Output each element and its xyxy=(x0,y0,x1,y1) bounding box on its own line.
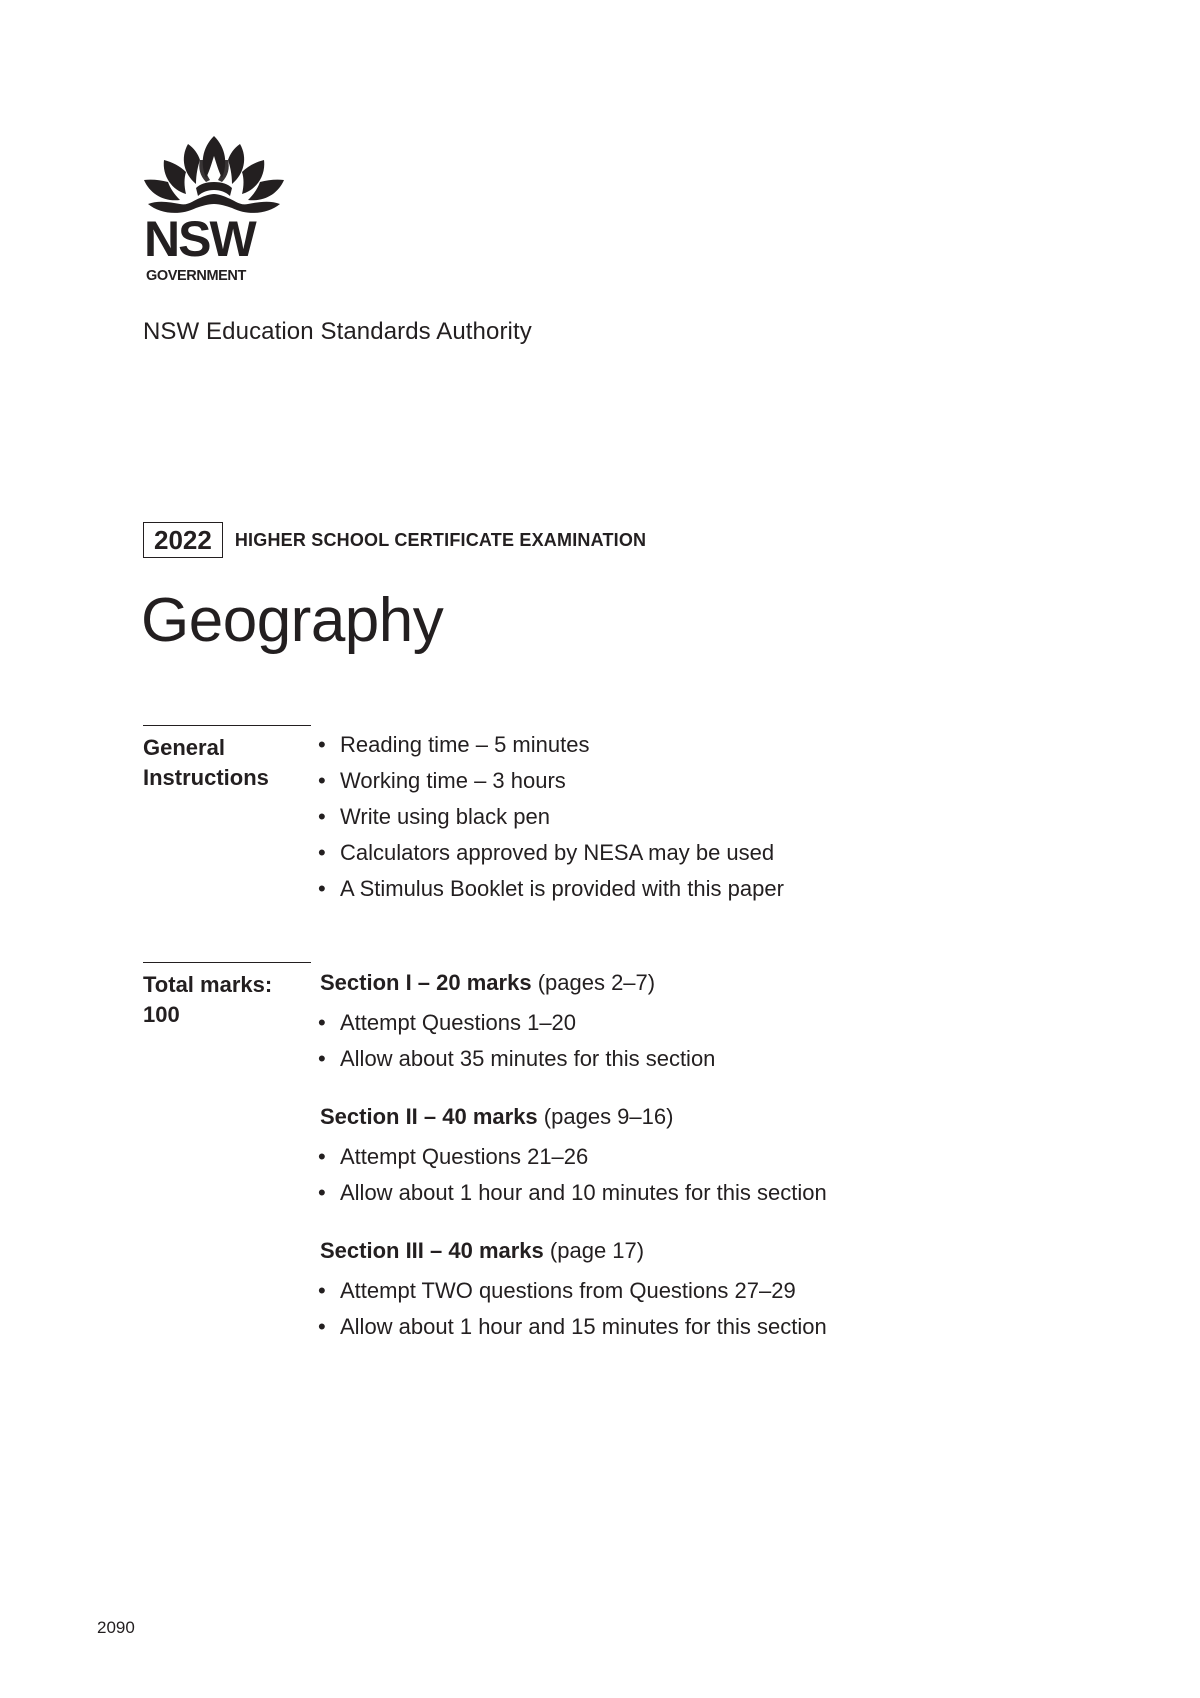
section-pages: (pages 2–7) xyxy=(537,970,656,995)
total-marks-label xyxy=(143,970,272,1030)
section-3-list xyxy=(318,1273,827,1345)
bullet-icon: • xyxy=(318,876,326,901)
section-pages: (page 17) xyxy=(549,1238,645,1263)
label-line: 100 xyxy=(143,1002,180,1027)
exam-name: HIGHER SCHOOL CERTIFICATE EXAMINATION xyxy=(234,529,647,550)
list-item-text: Working time – 3 hours xyxy=(340,768,566,793)
paper-code: 2090 xyxy=(97,1618,135,1637)
divider-rule xyxy=(143,725,311,726)
section-title: Section II – 40 marks xyxy=(320,1104,538,1129)
list-item-text: Attempt Questions 1–20 xyxy=(340,1010,577,1035)
waratah-icon xyxy=(140,134,288,286)
list-item xyxy=(318,799,784,835)
list-item xyxy=(318,835,784,871)
general-instructions-list xyxy=(318,727,784,907)
bullet-icon: • xyxy=(318,1278,326,1303)
section-title: Section III – 40 marks xyxy=(320,1238,544,1263)
bullet-icon: • xyxy=(318,1144,326,1169)
list-item xyxy=(318,1005,715,1041)
bullet-icon: • xyxy=(318,1010,326,1035)
bullet-icon: • xyxy=(318,840,326,865)
bullet-icon: • xyxy=(318,1314,326,1339)
section-1-heading xyxy=(320,970,655,996)
list-item xyxy=(318,1309,827,1345)
label-line: Instructions xyxy=(143,765,269,790)
subject-title: Geography xyxy=(141,586,444,655)
divider-rule xyxy=(143,962,311,963)
section-title: Section I – 20 marks xyxy=(320,970,532,995)
agency-name: NSW Education Standards Authority xyxy=(143,318,532,345)
section-pages: (pages 9–16) xyxy=(543,1104,674,1129)
section-2-heading xyxy=(320,1104,673,1130)
list-item xyxy=(318,727,784,763)
list-item xyxy=(318,1273,827,1309)
general-instructions-label xyxy=(143,733,269,793)
list-item xyxy=(318,1175,827,1211)
logo-word: NSW xyxy=(144,211,255,267)
bullet-icon: • xyxy=(318,1180,326,1205)
bullet-icon: • xyxy=(318,804,326,829)
list-item-text: Write using black pen xyxy=(340,804,550,829)
section-3-heading xyxy=(320,1238,644,1264)
list-item xyxy=(318,1139,827,1175)
label-line: General xyxy=(143,735,225,760)
exam-year: 2022 xyxy=(143,522,223,558)
section-2-list xyxy=(318,1139,827,1211)
list-item-text: Allow about 35 minutes for this section xyxy=(340,1046,716,1071)
list-item-text: Attempt TWO questions from Questions 27–29 xyxy=(340,1278,796,1303)
exam-heading xyxy=(143,522,646,558)
list-item-text: Reading time – 5 minutes xyxy=(340,732,590,757)
logo-subword: GOVERNMENT xyxy=(146,268,246,284)
list-item-text: Calculators approved by NESA may be used xyxy=(340,840,775,865)
section-1-list xyxy=(318,1005,715,1077)
list-item-text: Allow about 1 hour and 15 minutes for this section xyxy=(340,1314,827,1339)
list-item xyxy=(318,1041,715,1077)
bullet-icon: • xyxy=(318,732,326,757)
list-item-text: Attempt Questions 21–26 xyxy=(340,1144,589,1169)
bullet-icon: • xyxy=(318,1046,326,1071)
list-item-text: A Stimulus Booklet is provided with this paper xyxy=(340,876,784,901)
list-item xyxy=(318,871,784,907)
list-item-text: Allow about 1 hour and 10 minutes for this section xyxy=(340,1180,827,1205)
nsw-government-logo xyxy=(140,134,288,286)
label-line: Total marks: xyxy=(143,972,273,997)
list-item xyxy=(318,763,784,799)
bullet-icon: • xyxy=(318,768,326,793)
